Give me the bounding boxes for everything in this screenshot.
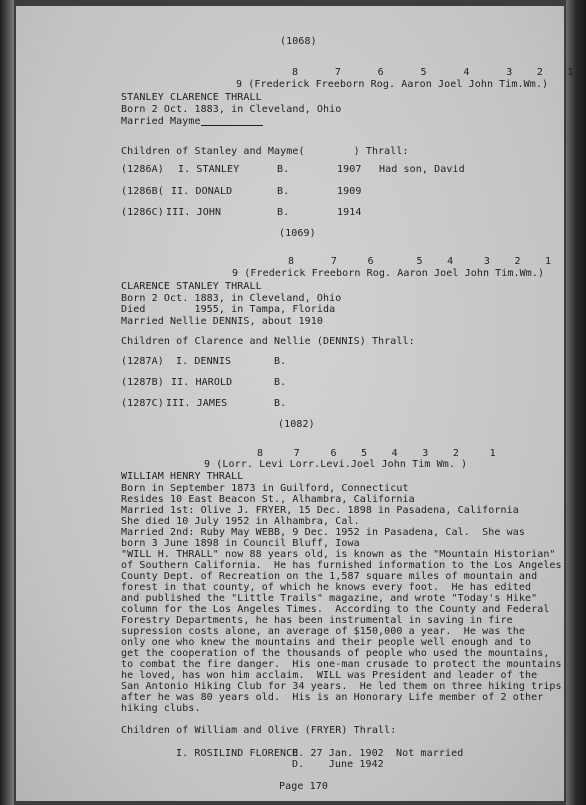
death-line: Died 1955, in Tampa, Florida [121, 304, 336, 315]
biography-line: Forestry Departments, he has been instrumental in saving in fire [121, 615, 513, 626]
biography-line: he loved, has won him acclaim. WILL was President and leader of the [121, 670, 538, 681]
children-header: Children of Clarence and Nellie (DENNIS) Thrall: [121, 336, 415, 347]
biography-line: column for the Los Angeles Times. According to the County and Federal [121, 604, 550, 615]
child-name: III. JAMES [166, 398, 228, 409]
generation-numbers: 8 7 6 5 4 3 2 1 [288, 256, 552, 267]
child-name: III. JOHN [166, 207, 222, 218]
marriage-line: Married Nellie DENNIS, about 1910 [121, 316, 323, 327]
biography-line: Resides 10 East Beacon St., Alhambra, California [121, 494, 415, 505]
lineage-line: 9 (Frederick Freeborn Rog. Aaron Joel John Tim.Wm.) [236, 79, 549, 90]
generation-numbers: 8 7 6 5 4 3 2 1 [292, 67, 574, 78]
child-birth-year: 1914 [337, 207, 362, 218]
biography-line: and published the "Little Trails" magazine, and wrote "Today's Hike" [121, 593, 538, 604]
person-name: WILLIAM HENRY THRALL [121, 471, 244, 482]
birth-line: Born 2 Oct. 1883, in Cleveland, Ohio [121, 293, 342, 304]
biography-line: "WILL H. THRALL" now 88 years old, is known as the "Mountain Historian" [121, 549, 556, 560]
child-death-line: D. June 1942 [292, 759, 384, 770]
lineage-line: 9 (Frederick Freeborn Rog. Aaron Joel John Tim.Wm.) [232, 268, 545, 279]
child-birth-label: B. [277, 186, 290, 197]
biography-line: of Southern California. He has furnished information to the Los Angeles [121, 560, 562, 571]
biography-line: Born in September 1873 in Guilford, Connecticut [121, 483, 409, 494]
child-id: (1286A) [121, 164, 164, 175]
document-page [16, 6, 574, 801]
child-birth-year: 1909 [337, 186, 362, 197]
entry-number: (1068) [280, 36, 317, 47]
entry-number: (1069) [279, 228, 316, 239]
child-birth-label: B. [277, 207, 290, 218]
child-name: II. DONALD [171, 186, 233, 197]
child-name: I. STANLEY [178, 164, 240, 175]
biography-line: San Antonio Hiking Club for 34 years. He led them on three hiking trips [121, 681, 562, 692]
child-birth-label: B. [274, 398, 287, 409]
biography-line: hiking clubs. [121, 703, 201, 714]
child-birth-year: 1907 [337, 164, 362, 175]
biography-line: forest in that county, of which he knows every foot. He has edited [121, 582, 532, 593]
person-name: CLARENCE STANLEY THRALL [121, 281, 262, 292]
child-id: (1287C) [121, 398, 164, 409]
binding-edge-right [566, 0, 586, 805]
biography-line: after he was 80 years old. His is an Honorary Life member of 2 other [121, 692, 544, 703]
children-header: Children of William and Olive (FRYER) Thrall: [121, 725, 397, 736]
biography-line: get the cooperation of the thousands of people who used the mountains, [121, 648, 550, 659]
children-header: Children of Stanley and Mayme( ) Thrall: [121, 146, 409, 157]
biography-line: only one who knew the mountains and their people well enough and to [121, 637, 532, 648]
birth-line: Born 2 Oct. 1883, in Cleveland, Ohio [121, 104, 342, 115]
binding-edge-left [0, 0, 14, 805]
child-name: I. DENNIS [176, 356, 232, 367]
child-birth-label: B. [274, 356, 287, 367]
child-birth-label: B. [277, 164, 290, 175]
child-id: (1287B) [121, 377, 164, 388]
child-birth-label: B. [274, 377, 287, 388]
page-number: Page 170 [279, 781, 328, 792]
biography-line: Married 1st: Olive J. FRYER, 15 Dec. 1898 in Pasadena, California [121, 505, 519, 516]
child-birth-line: B. 27 Jan. 1902 Not married [292, 748, 464, 759]
biography-line: She died 10 July 1952 in Alhambra, Cal. [121, 516, 360, 527]
child-note: Had son, David [379, 164, 465, 175]
biography-line: County Dept. of Recreation on the 1,587 square miles of mountain and [121, 571, 538, 582]
child-id: (1287A) [121, 356, 164, 367]
child-id: (1286C) [121, 207, 164, 218]
child-name: I. ROSILIND FLORENCE [176, 748, 299, 759]
entry-number: (1082) [278, 419, 315, 430]
biography-line: supression costs alone, an average of $150,000 a year. He was the [121, 626, 525, 637]
person-name: STANLEY CLARENCE THRALL [121, 92, 262, 103]
child-name: II. HAROLD [171, 377, 233, 388]
child-id: (1286B( [121, 186, 164, 197]
biography-line: born 3 June 1898 in Council Bluff, Iowa [121, 538, 360, 549]
generation-numbers: 8 7 6 5 4 3 2 1 [257, 448, 496, 459]
lineage-line: 9 (Lorr. Levi Lorr.Levi.Joel John Tim Wm. ) [204, 459, 468, 470]
biography-line: to combat the fire danger. His one-man crusade to protect the mountains [121, 659, 562, 670]
biography-line: Married 2nd: Ruby May WEBB, 9 Dec. 1952 in Pasadena, Cal. She was [121, 527, 525, 538]
marriage-line: Married Mayme [121, 116, 263, 127]
